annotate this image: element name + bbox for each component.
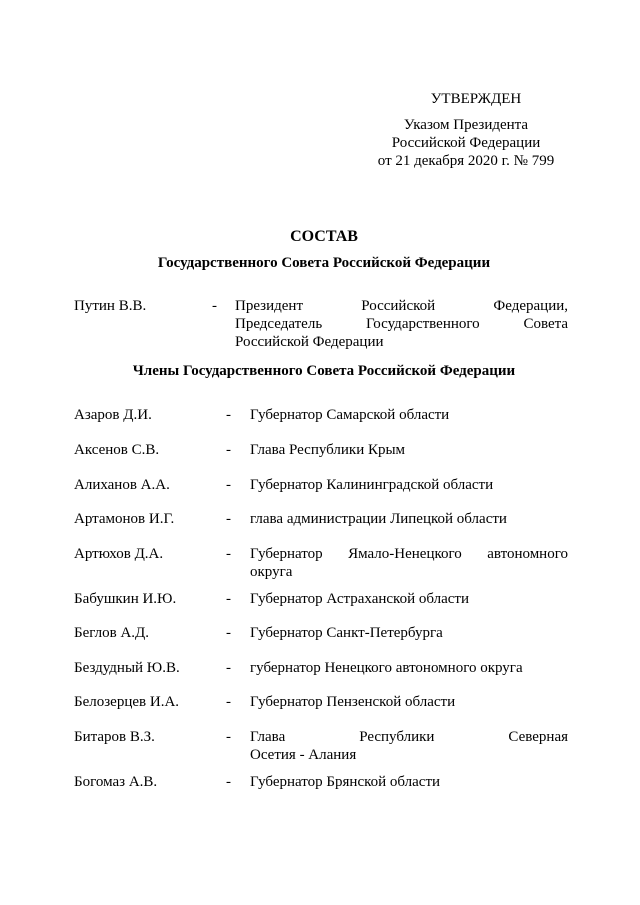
member-role-line: Губернатор Санкт-Петербурга bbox=[250, 625, 443, 641]
member-role bbox=[250, 510, 568, 528]
member-dash: - bbox=[226, 774, 231, 790]
approval-title: УТВЕРЖДЕН bbox=[430, 91, 522, 107]
member-name: Бабушкин И.Ю. bbox=[74, 591, 177, 607]
member-role bbox=[250, 590, 568, 608]
member-name: Беглов А.Д. bbox=[74, 625, 150, 641]
member-role-line: Осетия - Алания bbox=[250, 747, 357, 763]
member-role-line: округа bbox=[250, 564, 293, 580]
member-role bbox=[250, 441, 568, 459]
chair-role-line: Президент Российской Федерации, bbox=[235, 298, 568, 314]
member-role bbox=[250, 659, 568, 677]
member-role bbox=[250, 545, 568, 581]
member-role-line: Губернатор Пензенской области bbox=[250, 694, 456, 710]
member-role bbox=[250, 728, 568, 764]
member-role-line: губернатор Ненецкого автономного округа bbox=[250, 660, 523, 676]
approval-stamp bbox=[360, 90, 572, 170]
member-dash: - bbox=[226, 511, 231, 527]
member-dash: - bbox=[226, 442, 231, 458]
member-dash: - bbox=[226, 729, 231, 745]
member-role-line: Губернатор Калининградской области bbox=[250, 477, 494, 493]
approval-country-line: Российской Федерации bbox=[391, 135, 541, 151]
approval-decree-line: Указом Президента bbox=[403, 117, 529, 133]
members-heading: Члены Государственного Совета Российской Федерации bbox=[132, 363, 516, 379]
member-name: Алиханов А.А. bbox=[74, 477, 170, 493]
member-name: Аксенов С.В. bbox=[74, 442, 160, 458]
member-role bbox=[250, 406, 568, 424]
member-dash: - bbox=[226, 546, 231, 562]
member-dash: - bbox=[226, 625, 231, 641]
member-role-line: Губернатор Брянской области bbox=[250, 774, 441, 790]
member-role-line: Глава Республики Северная bbox=[250, 729, 568, 745]
member-dash: - bbox=[226, 694, 231, 710]
chair-name: Путин В.В. bbox=[74, 298, 147, 314]
member-role bbox=[250, 693, 568, 711]
member-name: Битаров В.З. bbox=[74, 729, 155, 745]
document-subtitle: Государственного Совета Российской Федерации bbox=[157, 255, 491, 271]
member-role bbox=[250, 624, 568, 642]
member-role-line: Губернатор Астраханской области bbox=[250, 591, 470, 607]
member-name: Артюхов Д.А. bbox=[74, 546, 164, 562]
member-role-line: Губернатор Ямало-Ненецкого автономного bbox=[250, 546, 568, 562]
member-dash: - bbox=[226, 407, 231, 423]
member-name: Артамонов И.Г. bbox=[74, 511, 175, 527]
member-dash: - bbox=[226, 660, 231, 676]
approval-date-line: от 21 декабря 2020 г. № 799 bbox=[377, 153, 555, 169]
member-name: Белозерцев И.А. bbox=[74, 694, 180, 710]
member-name: Богомаз А.В. bbox=[74, 774, 158, 790]
member-dash: - bbox=[226, 477, 231, 493]
chair-dash: - bbox=[212, 298, 217, 314]
member-name: Бездудный Ю.В. bbox=[74, 660, 180, 676]
member-name: Азаров Д.И. bbox=[74, 407, 152, 423]
chair-role bbox=[235, 297, 568, 351]
chair-role-line: Председатель Государственного Совета bbox=[235, 316, 568, 332]
document-title: СОСТАВ bbox=[290, 228, 358, 245]
member-dash: - bbox=[226, 591, 231, 607]
member-role-line: Глава Республики Крым bbox=[250, 442, 406, 458]
member-role-line: глава администрации Липецкой области bbox=[250, 511, 507, 527]
member-role bbox=[250, 773, 568, 791]
member-role bbox=[250, 476, 568, 494]
chair-role-line: Российской Федерации bbox=[235, 334, 384, 350]
member-role-line: Губернатор Самарской области bbox=[250, 407, 450, 423]
